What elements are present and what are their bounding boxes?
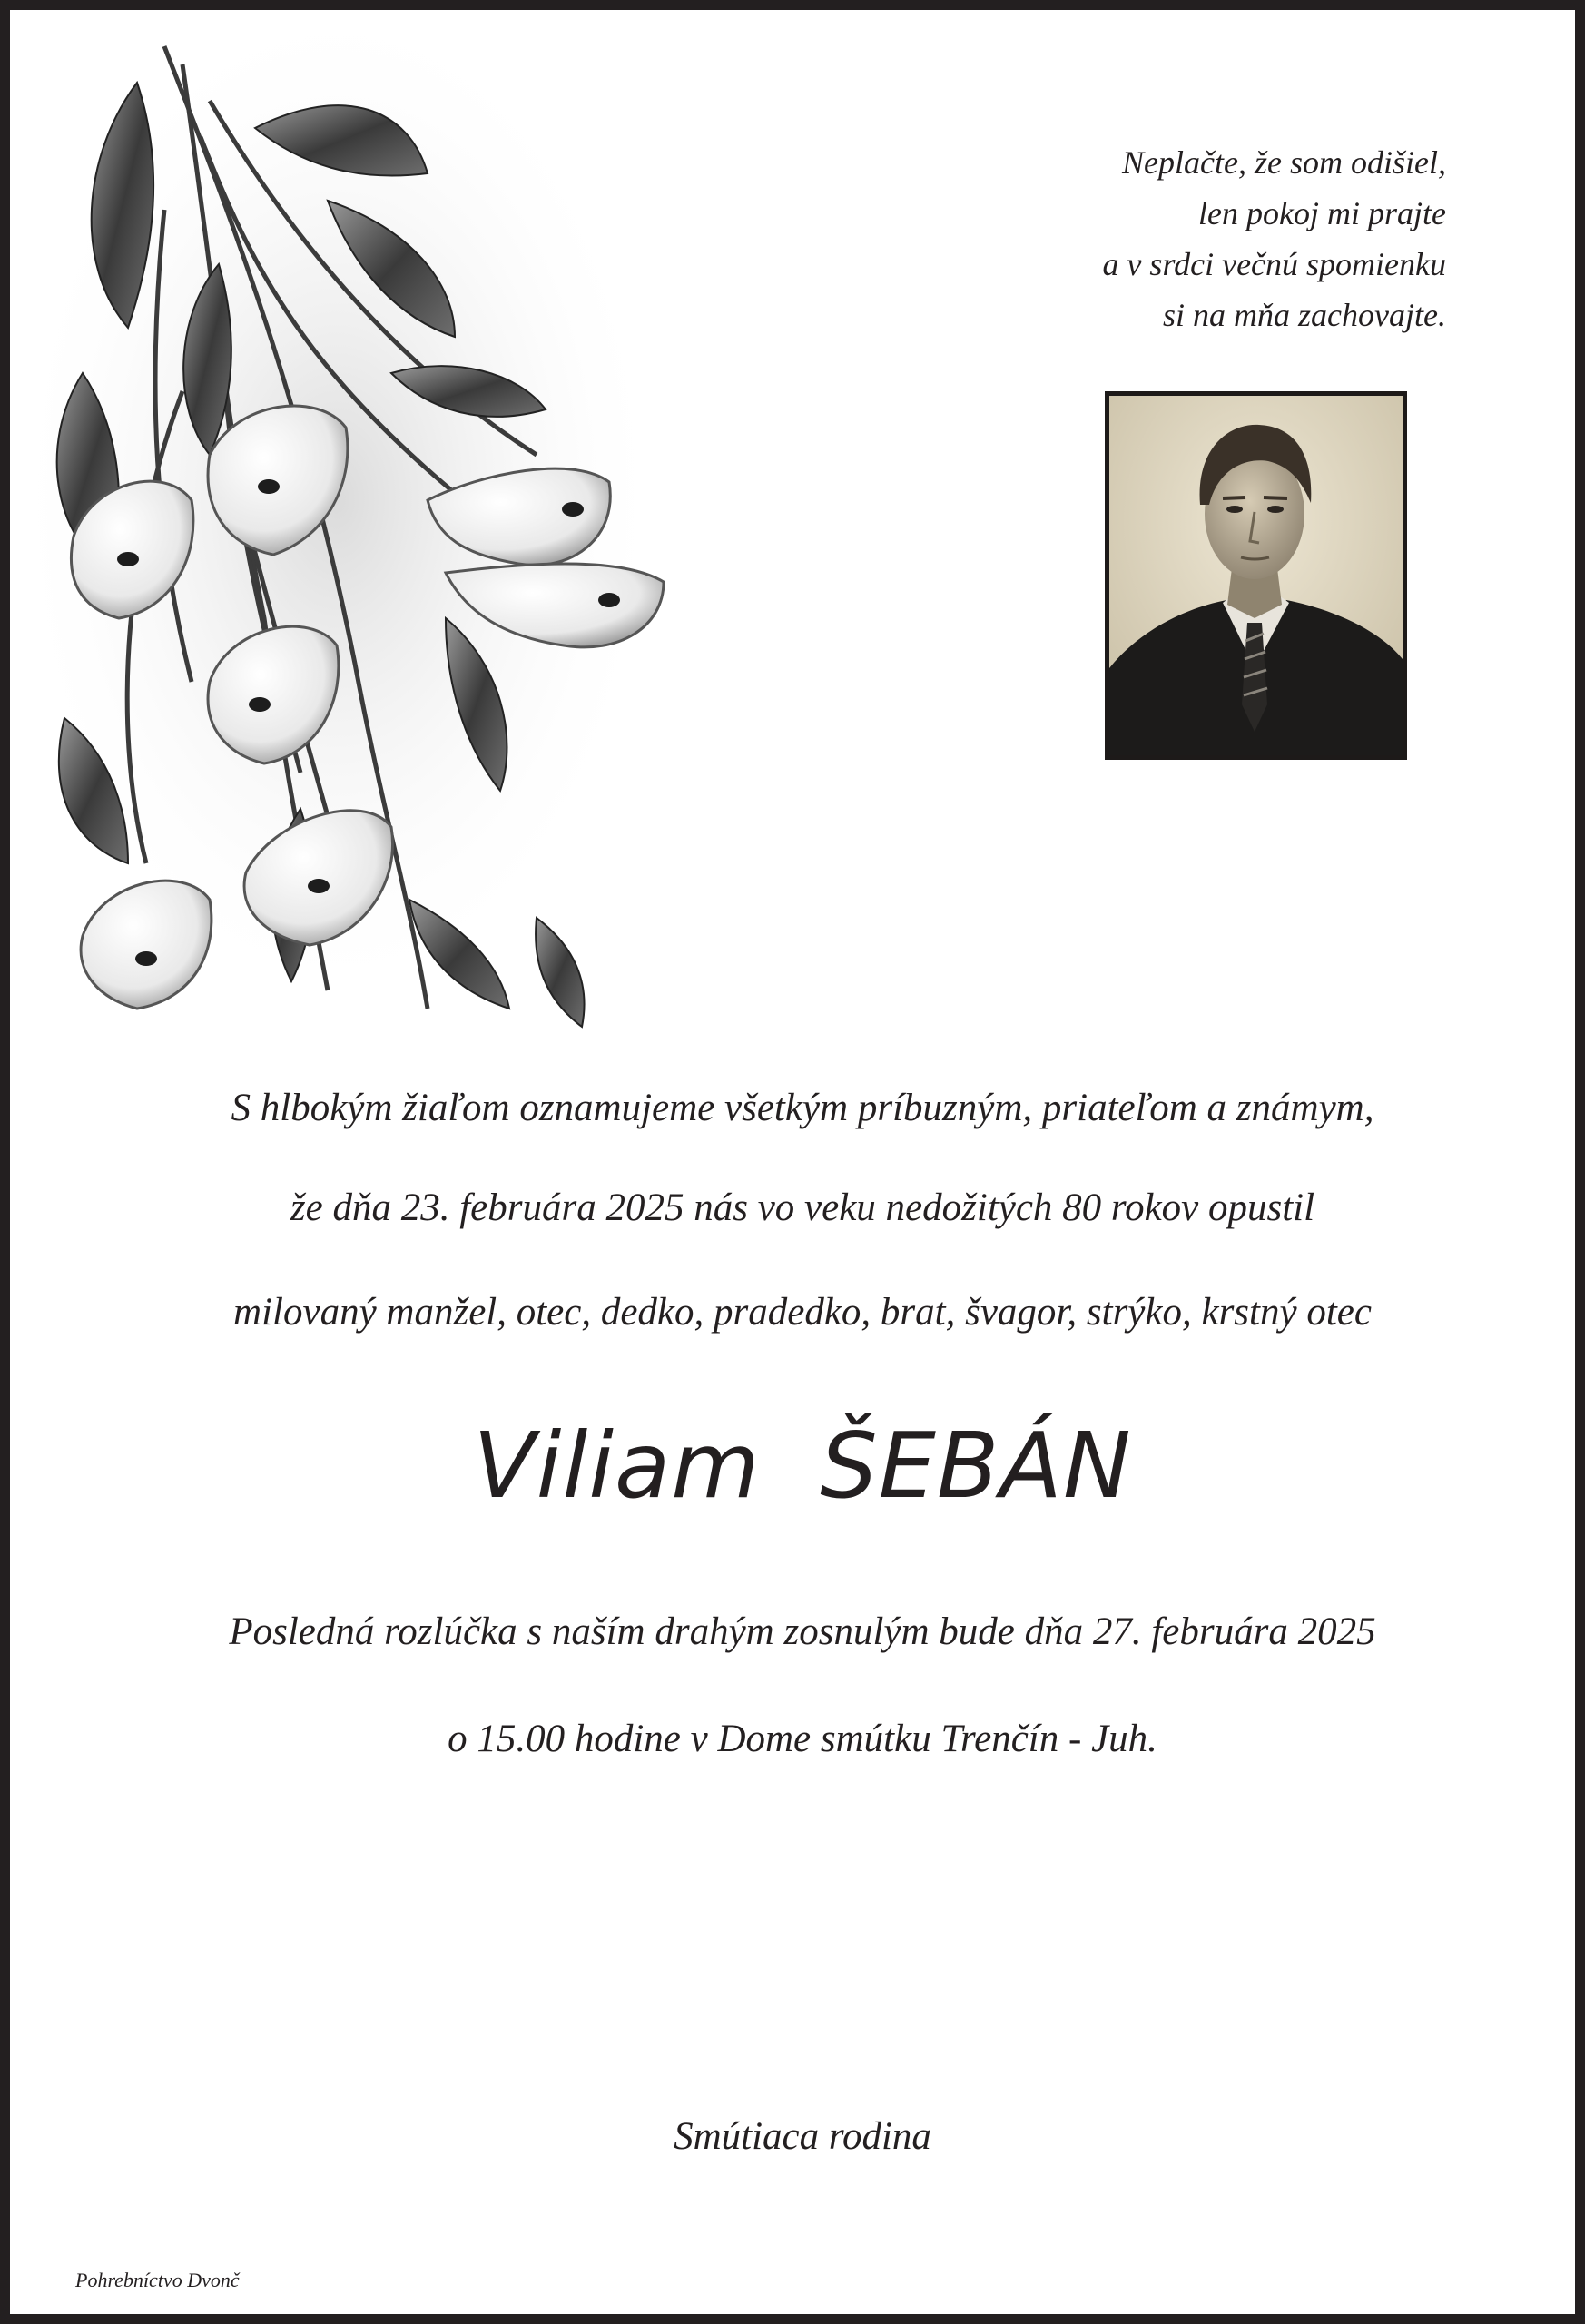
announcement-line: že dňa 23. februára 2025 nás vo veku nedožitých 80 rokov opustil [290, 1187, 1315, 1229]
poem-line: a v srdci večnú spomienku [1102, 246, 1446, 282]
deceased-name: Viliam ŠEBÁN [473, 1413, 1132, 1519]
poem-line: Neplačte, že som odišiel, [1122, 144, 1446, 181]
undertaker-credit: Pohrebníctvo Dvonč [75, 2269, 240, 2291]
memorial-poem [901, 137, 1446, 340]
portrait-photo [1105, 391, 1407, 760]
calla-lily-bouquet-icon [28, 28, 682, 1045]
farewell-line: Posledná rozlúčka s naším drahým zosnulým bude dňa 27. februára 2025 [229, 1610, 1376, 1653]
announcement-line: milovaný manžel, otec, dedko, pradedko, brat, švagor, strýko, krstný otec [233, 1291, 1372, 1334]
poem-line: len pokoj mi prajte [1198, 195, 1446, 231]
family-signature: Smútiaca rodina [674, 2115, 931, 2158]
farewell-line: o 15.00 hodine v Dome smútku Trenčín - Juh. [448, 1718, 1157, 1760]
announcement-line: S hlbokým žiaľom oznamujeme všetkým príbuzným, priateľom a známym, [231, 1087, 1374, 1129]
poem-line: si na mňa zachovajte. [1163, 297, 1446, 333]
